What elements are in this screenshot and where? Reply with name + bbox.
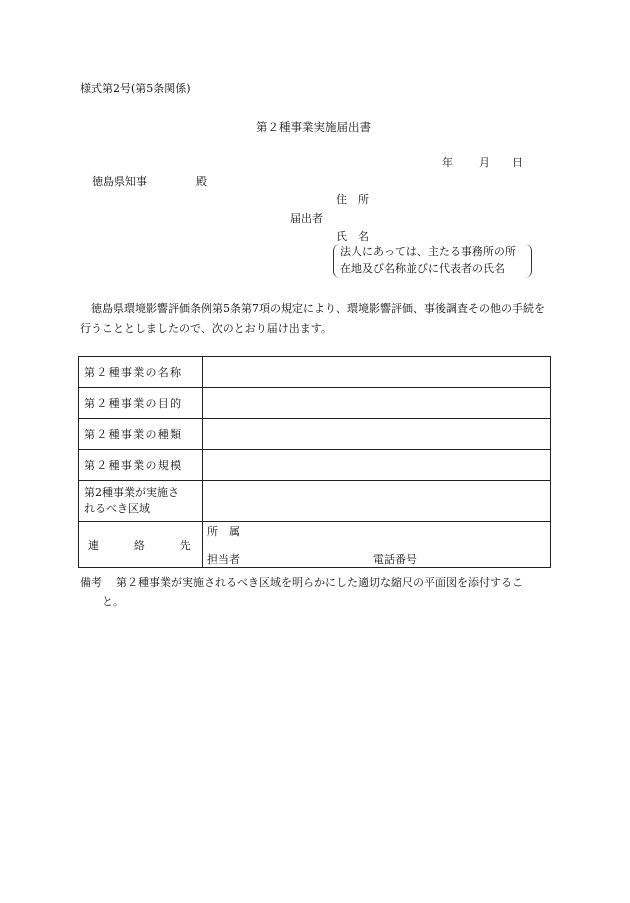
phone-number-label: 電話番号 <box>373 553 417 566</box>
row-label-area <box>79 481 203 522</box>
remarks-label: 備考 <box>80 576 102 589</box>
name-label: 氏 名 <box>336 230 369 243</box>
corporate-note-line2: 在地及び名称並びに代表者の氏名 <box>340 262 505 275</box>
date-day: 日 <box>512 156 523 169</box>
contact-value-cell[interactable] <box>203 522 551 568</box>
row-label-purpose: 第２種事業の目的 <box>79 388 203 419</box>
table-row <box>79 522 551 568</box>
date-month: 月 <box>479 156 490 169</box>
remarks-line2: と。 <box>102 595 124 608</box>
body-text: 徳島県環境影響評価条例第5条第7項の規定により、環境影響評価、事後調査その他の手続を行うこととしましたので、次のとおり届け出ます。 <box>80 302 545 335</box>
form-table <box>78 356 551 568</box>
row-value-purpose[interactable] <box>203 388 551 419</box>
remarks-line1: 第２種事業が実施されるべき区域を明らかにした適切な縮尺の平面図を添付するこ <box>116 576 523 589</box>
date-year: 年 <box>442 156 453 169</box>
contact-char: 絡 <box>133 538 147 552</box>
person-in-charge-label: 担当者 <box>207 553 240 566</box>
table-row <box>79 481 551 522</box>
contact-label-cell <box>79 522 203 568</box>
row-label-name: 第２種事業の名称 <box>79 357 203 388</box>
addressee-honorific: 殿 <box>196 175 207 188</box>
form-number-label: 様式第2号(第5条関係) <box>80 82 191 95</box>
row-label-area-line1: 第2種事業が実施さ <box>84 486 179 499</box>
row-label-area-line2: れるべき区域 <box>84 502 150 515</box>
address-label: 住 所 <box>336 193 369 206</box>
contact-label <box>84 537 202 553</box>
table-row <box>79 357 551 388</box>
affiliation-label: 所 属 <box>207 525 240 538</box>
contact-char: 先 <box>179 538 192 552</box>
row-label-type: 第２種事業の種類 <box>79 419 203 450</box>
table-row <box>79 450 551 481</box>
corporate-note-line1: 法人にあっては、主たる事務所の所 <box>340 245 516 258</box>
table-row <box>79 388 551 419</box>
addressee-name: 徳島県知事 <box>92 175 147 188</box>
row-value-name[interactable] <box>203 357 551 388</box>
document-title: 第２種事業実施届出書 <box>256 120 371 134</box>
row-value-scale[interactable] <box>203 450 551 481</box>
row-label-scale: 第２種事業の規模 <box>79 450 203 481</box>
row-value-area[interactable] <box>203 481 551 522</box>
table-row <box>79 419 551 450</box>
contact-char: 連 <box>88 538 101 552</box>
row-value-type[interactable] <box>203 419 551 450</box>
applicant-label: 届出者 <box>290 212 323 225</box>
